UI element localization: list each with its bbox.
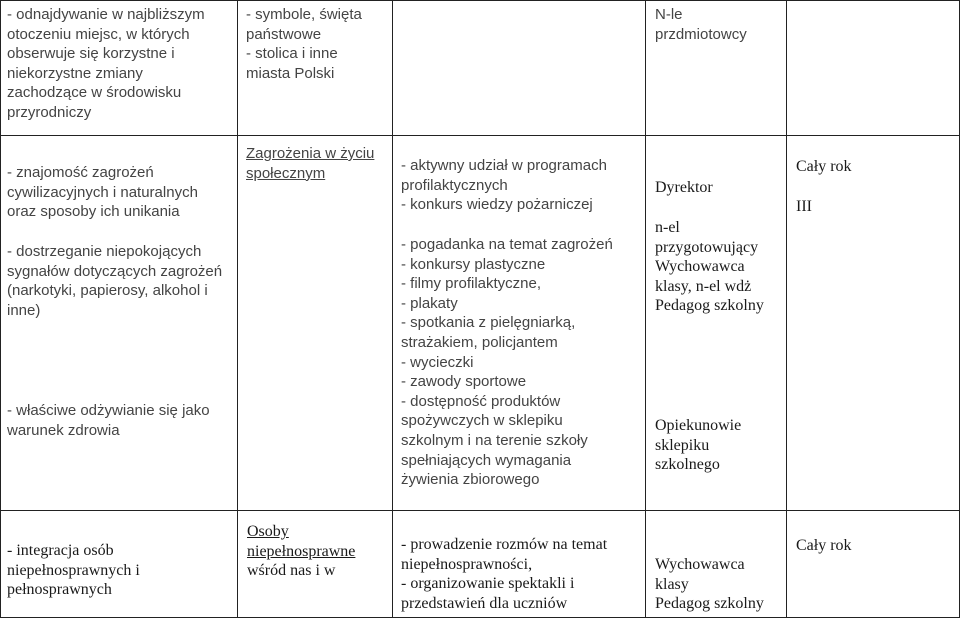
text-line: - stolica i inne	[246, 45, 338, 63]
text-line: przygotowujący	[655, 238, 759, 256]
text-line: żywienia zbiorowego	[401, 471, 540, 489]
text-line: miasta Polski	[246, 64, 335, 82]
text-line: (narkotyki, papierosy, alkohol i	[7, 282, 208, 300]
row2-responsible-a	[655, 178, 785, 198]
text-line: - prowadzenie rozmów na temat	[401, 536, 608, 553]
text-line: zachodzące w środowisku	[7, 84, 182, 102]
grid-line	[0, 0, 960, 1]
text-line: - symbole, święta	[246, 6, 362, 23]
grid-line	[645, 0, 646, 618]
text-line: szkolnego	[655, 456, 720, 474]
row2-responsible-c	[655, 416, 785, 475]
text-line: - konkursy plastyczne	[401, 255, 546, 273]
text-line: oraz sposoby ich unikania	[7, 203, 180, 221]
row2-term-roman	[796, 197, 956, 217]
row1-goals	[7, 5, 235, 123]
row1-topic	[246, 5, 390, 83]
text-line: Wychowawca	[655, 258, 745, 276]
grid-line	[0, 510, 960, 511]
row2-forms-b	[401, 235, 643, 490]
row2-term	[796, 157, 956, 177]
text-line: - właściwe odżywianie się jako	[7, 402, 210, 419]
grid-line	[0, 0, 1, 618]
row3-forms	[401, 535, 643, 613]
row2-goals-b	[7, 242, 235, 320]
grid-line	[0, 135, 960, 136]
text-line: szkolnym i na terenie szkoły	[401, 431, 588, 449]
text-line: otoczeniu miejsc, w których	[7, 25, 190, 43]
text-line: - odnajdywanie w najbliższym	[7, 6, 205, 23]
row2-goals-c	[7, 401, 235, 440]
text-line: Cały rok	[796, 158, 852, 175]
text-line: - filmy profilaktyczne,	[401, 275, 542, 293]
text-line: Zagrożenia w życiu	[246, 145, 375, 162]
text-line: Pedagog szkolny	[655, 595, 764, 613]
text-line: niepełnosprawności,	[401, 555, 533, 573]
text-line: - organizowanie spektakli i	[401, 575, 575, 593]
row3-topic	[247, 522, 391, 581]
text-line: N-le	[655, 6, 683, 23]
grid-line	[786, 0, 787, 618]
text-line: III	[796, 198, 812, 215]
text-line: niekorzystne zmiany	[7, 64, 143, 82]
row2-topic	[246, 144, 390, 183]
text-line: przdmiotowcy	[655, 25, 747, 43]
text-line: przedstawień dla uczniów	[401, 594, 568, 612]
row3-term	[796, 536, 956, 556]
row2-responsible-b	[655, 218, 785, 316]
row2-forms-a	[401, 156, 643, 215]
row1-responsible	[655, 5, 785, 44]
text-line: - konkurs wiedzy pożarniczej	[401, 196, 593, 214]
text-line: państwowe	[246, 25, 322, 43]
text-line: Wychowawca	[655, 556, 745, 573]
text-line: pełnosprawnych	[7, 581, 112, 599]
text-line: - znajomość zagrożeń	[7, 164, 154, 181]
text-line: społecznym	[246, 164, 326, 182]
text-line: - dostępność produktów	[401, 392, 561, 410]
row2-goals-a	[7, 163, 235, 222]
text-line: strażakiem, policjantem	[401, 333, 558, 351]
text-line: - plakaty	[401, 294, 458, 312]
text-line: Dyrektor	[655, 179, 713, 196]
text-line: spożywczych w sklepiku	[401, 412, 563, 430]
text-line: sygnałów dotyczących zagrożeń	[7, 262, 223, 280]
text-line: obserwuje się korzystne i	[7, 45, 175, 63]
text-line: - wycieczki	[401, 353, 474, 371]
text-line: Opiekunowie	[655, 417, 742, 434]
row3-goals	[7, 541, 235, 600]
text-line: - integracja osób	[7, 542, 114, 559]
text-line: profilaktycznych	[401, 176, 508, 194]
text-line: klasy	[655, 575, 689, 593]
text-line: Cały rok	[796, 537, 852, 554]
text-line: klasy, n-el wdż	[655, 277, 752, 295]
text-line: n-el	[655, 219, 680, 236]
text-line: - dostrzeganie niepokojących	[7, 243, 202, 260]
text-line: niepełnosprawnych i	[7, 561, 140, 579]
text-line: spełniających wymagania	[401, 451, 572, 469]
text-line: wśród nas i w	[247, 562, 336, 580]
text-line: niepełnosprawne	[247, 542, 356, 560]
text-line: inne)	[7, 301, 41, 319]
text-line: - pogadanka na temat zagrożeń	[401, 236, 613, 253]
text-line: cywilizacyjnych i naturalnych	[7, 183, 198, 201]
text-line: - aktywny udział w programach	[401, 157, 607, 174]
text-line: przyrodniczy	[7, 103, 92, 121]
text-line: warunek zdrowia	[7, 421, 120, 439]
text-line: - zawody sportowe	[401, 373, 527, 391]
grid-line	[392, 0, 393, 618]
text-line: Pedagog szkolny	[655, 297, 764, 315]
text-line: Osoby	[247, 523, 289, 540]
text-line: sklepiku	[655, 436, 710, 454]
grid-line	[237, 0, 238, 618]
text-line: - spotkania z pielęgniarką,	[401, 314, 576, 332]
row3-responsible	[655, 555, 785, 614]
